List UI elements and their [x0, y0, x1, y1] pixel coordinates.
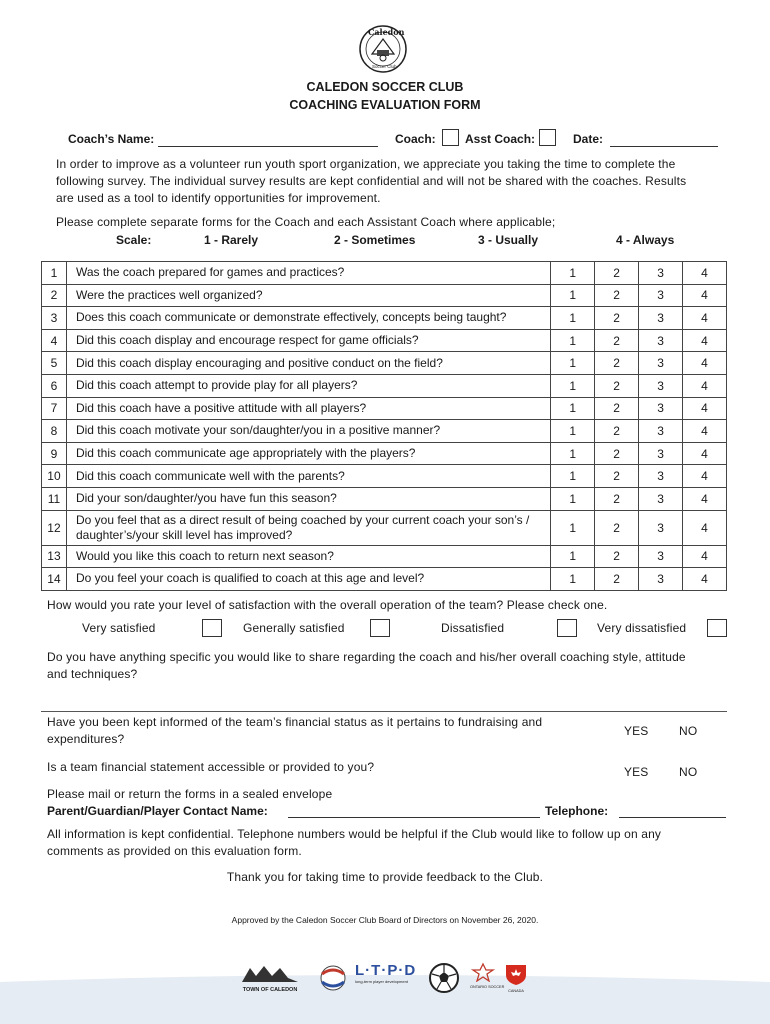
rating-option[interactable]: 2	[595, 545, 639, 568]
scale-sometimes: 2 - Sometimes	[334, 233, 416, 247]
intro-line: following survey. The individual survey results are kept confidential and will not be shared with the coaches. Results	[56, 174, 687, 188]
rating-option[interactable]: 2	[595, 307, 639, 330]
town-logo-text: TOWN OF CALEDON	[242, 987, 298, 993]
rating-option[interactable]: 1	[551, 284, 595, 307]
very-satisfied-checkbox[interactable]	[202, 619, 222, 637]
rating-option[interactable]: 4	[683, 442, 727, 465]
confidential-line: comments as provided on this evaluation form.	[47, 844, 302, 858]
question-text: Did this coach display encouraging and positive conduct on the field?	[66, 352, 550, 375]
coach-checkbox[interactable]	[442, 129, 459, 146]
rating-option[interactable]: 3	[639, 510, 683, 545]
generally-satisfied-label: Generally satisfied	[243, 621, 345, 635]
telephone-label: Telephone:	[545, 804, 609, 818]
rating-option[interactable]: 2	[595, 352, 639, 375]
rating-option[interactable]: 4	[683, 545, 727, 568]
rating-option[interactable]: 3	[639, 420, 683, 443]
rating-option[interactable]: 1	[551, 568, 595, 591]
rating-option[interactable]: 1	[551, 352, 595, 375]
rating-option[interactable]: 1	[551, 510, 595, 545]
logo-text: Caledon	[368, 27, 405, 37]
question-text: Does this coach communicate or demonstrate effectively, concepts being taught?	[66, 307, 550, 330]
financial-no-2[interactable]: NO	[679, 765, 698, 779]
question-row	[42, 329, 727, 352]
rating-option[interactable]: 2	[595, 374, 639, 397]
generally-satisfied-checkbox[interactable]	[370, 619, 390, 637]
approval-note: Approved by the Caledon Soccer Club Board of Directors on November 26, 2020.	[231, 915, 539, 925]
soccer-ball-logo	[316, 962, 350, 994]
question-text: Was the coach prepared for games and practices?	[66, 262, 550, 285]
question-text: Did your son/daughter/you have fun this season?	[66, 487, 550, 510]
question-text: Do you feel your coach is qualified to coach at this age and level?	[66, 568, 550, 591]
question-number: 10	[42, 465, 67, 488]
question-number: 8	[42, 420, 67, 443]
intro-paragraph	[56, 156, 726, 207]
ontario-soccer-logo	[470, 962, 505, 994]
rating-option[interactable]: 3	[639, 262, 683, 285]
question-row	[42, 510, 727, 545]
rating-option[interactable]: 4	[683, 397, 727, 420]
question-number: 6	[42, 374, 67, 397]
question-text: Did this coach have a positive attitude with all players?	[66, 397, 550, 420]
specific-line: Do you have anything specific you would like to share regarding the coach and his/her overall coaching style, attitude	[47, 650, 686, 664]
rating-option[interactable]: 3	[639, 352, 683, 375]
confidential-note	[47, 826, 737, 860]
ontario-logo-text: ONTARIO SOCCER	[470, 985, 505, 989]
very-dissatisfied-label: Very dissatisfied	[597, 621, 687, 635]
mail-instructions: Please mail or return the forms in a sealed envelope	[47, 787, 333, 801]
intro-line: In order to improve as a volunteer run youth sport organization, we appreciate you taking the time to complete the	[56, 157, 676, 171]
separate-forms-note: Please complete separate forms for the Coach and each Assistant Coach where applicable;	[56, 215, 556, 229]
rating-option[interactable]: 4	[683, 307, 727, 330]
question-row	[42, 568, 727, 591]
question-number: 3	[42, 307, 67, 330]
rating-option[interactable]: 1	[551, 374, 595, 397]
question-number: 7	[42, 397, 67, 420]
ltpd-logo	[355, 962, 417, 994]
very-dissatisfied-checkbox[interactable]	[707, 619, 727, 637]
question-number: 5	[42, 352, 67, 375]
rating-option[interactable]: 3	[639, 442, 683, 465]
date-label: Date:	[573, 132, 604, 146]
rating-option[interactable]: 2	[595, 397, 639, 420]
rating-option[interactable]: 1	[551, 397, 595, 420]
survey-table	[41, 261, 727, 591]
rating-option[interactable]: 3	[639, 374, 683, 397]
financial-yes-1[interactable]: YES	[624, 724, 649, 738]
thank-you: Thank you for taking time to provide feedback to the Club.	[226, 870, 544, 884]
question-row	[42, 487, 727, 510]
rating-option[interactable]: 3	[639, 284, 683, 307]
coach-name-label: Coach’s Name:	[68, 132, 155, 146]
financial-no-1[interactable]: NO	[679, 724, 698, 738]
rating-option[interactable]: 1	[551, 465, 595, 488]
very-satisfied-label: Very satisfied	[82, 621, 156, 635]
question-row	[42, 284, 727, 307]
question-row	[42, 420, 727, 443]
rating-option[interactable]: 2	[595, 284, 639, 307]
rating-option[interactable]: 2	[595, 465, 639, 488]
question-number: 12	[42, 510, 67, 545]
question-number: 1	[42, 262, 67, 285]
scale-rarely: 1 - Rarely	[204, 233, 259, 247]
logo-text-bottom: Soccer Club	[372, 64, 397, 69]
asst-coach-checkbox[interactable]	[539, 129, 556, 146]
satisfaction-question: How would you rate your level of satisfaction with the overall operation of the team? Please check one.	[47, 598, 608, 612]
rating-option[interactable]: 2	[595, 420, 639, 443]
rating-option[interactable]: 1	[551, 545, 595, 568]
contact-name-field[interactable]	[288, 817, 540, 818]
dissatisfied-checkbox[interactable]	[557, 619, 577, 637]
rating-option[interactable]: 4	[683, 352, 727, 375]
rating-option[interactable]: 4	[683, 487, 727, 510]
rating-option[interactable]: 4	[683, 465, 727, 488]
question-text: Did this coach motivate your son/daughter/you in a positive manner?	[66, 420, 550, 443]
ltpd-logo-subtext: long-term player development	[355, 979, 408, 984]
date-field[interactable]	[610, 146, 718, 147]
question-row	[42, 262, 727, 285]
financial-question-1	[47, 714, 587, 748]
question-row	[42, 465, 727, 488]
rating-option[interactable]: 2	[595, 510, 639, 545]
soccer-ball-icon	[428, 962, 462, 994]
rating-option[interactable]: 4	[683, 510, 727, 545]
rating-option[interactable]: 3	[639, 568, 683, 591]
scale-label: Scale:	[116, 233, 152, 247]
coach-label: Coach:	[395, 132, 436, 146]
rating-option[interactable]: 1	[551, 420, 595, 443]
question-number: 2	[42, 284, 67, 307]
rating-option[interactable]: 3	[639, 487, 683, 510]
specific-question	[47, 649, 737, 683]
rating-option[interactable]: 3	[639, 329, 683, 352]
ltpd-logo-text: L·T·P·D	[355, 962, 417, 979]
specific-line: and techniques?	[47, 667, 138, 681]
question-number: 13	[42, 545, 67, 568]
question-number: 11	[42, 487, 67, 510]
financial-question-2: Is a team financial statement accessible or provided to you?	[47, 760, 375, 774]
telephone-field[interactable]	[619, 817, 726, 818]
scale-usually: 3 - Usually	[478, 233, 539, 247]
dissatisfied-label: Dissatisfied	[441, 621, 505, 635]
question-text: Did this coach communicate age appropriately with the players?	[66, 442, 550, 465]
intro-line: are used as a tool to identify opportunities for improvement.	[56, 191, 381, 205]
financial-line: expenditures?	[47, 732, 125, 746]
rating-option[interactable]: 1	[551, 262, 595, 285]
rating-option[interactable]: 4	[683, 329, 727, 352]
asst-coach-label: Asst Coach:	[465, 132, 536, 146]
coach-name-field[interactable]	[158, 146, 378, 147]
rating-option[interactable]: 4	[683, 420, 727, 443]
question-text: Were the practices well organized?	[66, 284, 550, 307]
rating-option[interactable]: 2	[595, 487, 639, 510]
canada-soccer-logo	[503, 962, 529, 994]
rating-option[interactable]: 4	[683, 568, 727, 591]
rating-option[interactable]: 3	[639, 307, 683, 330]
confidential-line: All information is kept confidential. Telephone numbers would be helpful if the Club would like to follow up on any	[47, 827, 662, 841]
question-number: 4	[42, 329, 67, 352]
rating-option[interactable]: 2	[595, 442, 639, 465]
rating-option[interactable]: 1	[551, 442, 595, 465]
question-text: Did this coach communicate well with the parents?	[66, 465, 550, 488]
rating-option[interactable]: 2	[595, 329, 639, 352]
financial-yes-2[interactable]: YES	[624, 765, 649, 779]
question-text: Do you feel that as a direct result of being coached by your current coach your son’s / daughter’s/your skill level has improved?	[66, 510, 550, 545]
rating-option[interactable]: 1	[551, 307, 595, 330]
question-text: Would you like this coach to return next season?	[66, 545, 550, 568]
club-name: CALEDON SOCCER CLUB	[306, 80, 464, 94]
rating-option[interactable]: 3	[639, 545, 683, 568]
question-row	[42, 374, 727, 397]
question-row	[42, 397, 727, 420]
rating-option[interactable]: 1	[551, 487, 595, 510]
rating-option[interactable]: 1	[551, 329, 595, 352]
comment-line[interactable]	[41, 711, 727, 712]
rating-option[interactable]: 4	[683, 262, 727, 285]
rating-option[interactable]: 2	[595, 568, 639, 591]
question-number: 14	[42, 568, 67, 591]
financial-line: Have you been kept informed of the team’s financial status as it pertains to fundraising and	[47, 715, 543, 729]
scale-always: 4 - Always	[616, 233, 675, 247]
question-text: Did this coach display and encourage respect for game officials?	[66, 329, 550, 352]
rating-option[interactable]: 4	[683, 374, 727, 397]
town-of-caledon-logo	[240, 962, 300, 994]
question-row	[42, 545, 727, 568]
rating-option[interactable]: 2	[595, 262, 639, 285]
question-row	[42, 442, 727, 465]
question-row	[42, 307, 727, 330]
contact-name-label: Parent/Guardian/Player Contact Name:	[47, 804, 268, 818]
question-text: Did this coach attempt to provide play for all players?	[66, 374, 550, 397]
question-number: 9	[42, 442, 67, 465]
question-row	[42, 352, 727, 375]
club-logo	[358, 24, 408, 74]
rating-option[interactable]: 4	[683, 284, 727, 307]
form-title: COACHING EVALUATION FORM	[289, 98, 481, 112]
canada-logo-text: CANADA	[508, 989, 524, 993]
rating-option[interactable]: 3	[639, 465, 683, 488]
rating-option[interactable]: 3	[639, 397, 683, 420]
